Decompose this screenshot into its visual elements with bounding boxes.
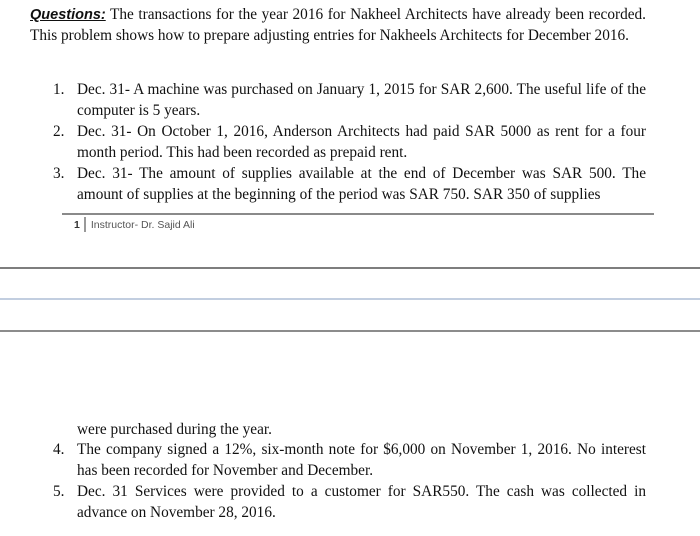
question-list-part-2 — [0, 440, 700, 524]
item-text: Dec. 31- The amount of supplies available at the end of December was SAR 500. The amount of supplies at the beginning of the period was SAR 750. SAR 350 of supplies — [77, 165, 646, 203]
item-number: 1. — [53, 81, 65, 98]
page-footer — [74, 217, 195, 232]
item-number: 2. — [53, 123, 65, 140]
questions-label: Questions: — [30, 7, 106, 23]
list-item — [0, 440, 700, 481]
question-list-part-1 — [0, 80, 700, 206]
intro-paragraph — [30, 5, 646, 46]
list-item — [0, 122, 700, 163]
list-item — [0, 164, 700, 205]
item-3-continuation: were purchased during the year. — [77, 421, 272, 438]
item-number: 5. — [53, 483, 65, 500]
list-item — [0, 482, 700, 523]
footer-divider — [84, 217, 86, 232]
footer-text: Instructor- Dr. Sajid Ali — [90, 218, 195, 231]
item-text: The company signed a 12%, six-month note for $6,000 on November 1, 2016. No interest has been recorded for November and December. — [77, 441, 646, 479]
list-item — [0, 80, 700, 121]
item-text: Dec. 31- A machine was purchased on January 1, 2015 for SAR 2,600. The useful life of the computer is 5 years. — [77, 81, 646, 119]
page-break-line — [0, 330, 700, 332]
item-number: 4. — [53, 441, 65, 458]
page-break-line — [0, 298, 700, 300]
page-number: 1 — [74, 218, 80, 231]
intro-text: The transactions for the year 2016 for Nakheel Architects have already been recorded. This problem shows how to prepare adjusting entries for Nakheels Architects for December 2016. — [30, 6, 646, 44]
item-text: Dec. 31- On October 1, 2016, Anderson Architects had paid SAR 5000 as rent for a four month period. This had been recorded as prepaid rent. — [77, 123, 646, 161]
item-text: Dec. 31 Services were provided to a customer for SAR550. The cash was collected in advance on November 28, 2016. — [77, 483, 646, 521]
page-break-line — [0, 267, 700, 269]
footer-rule — [62, 213, 654, 215]
item-number: 3. — [53, 165, 65, 182]
